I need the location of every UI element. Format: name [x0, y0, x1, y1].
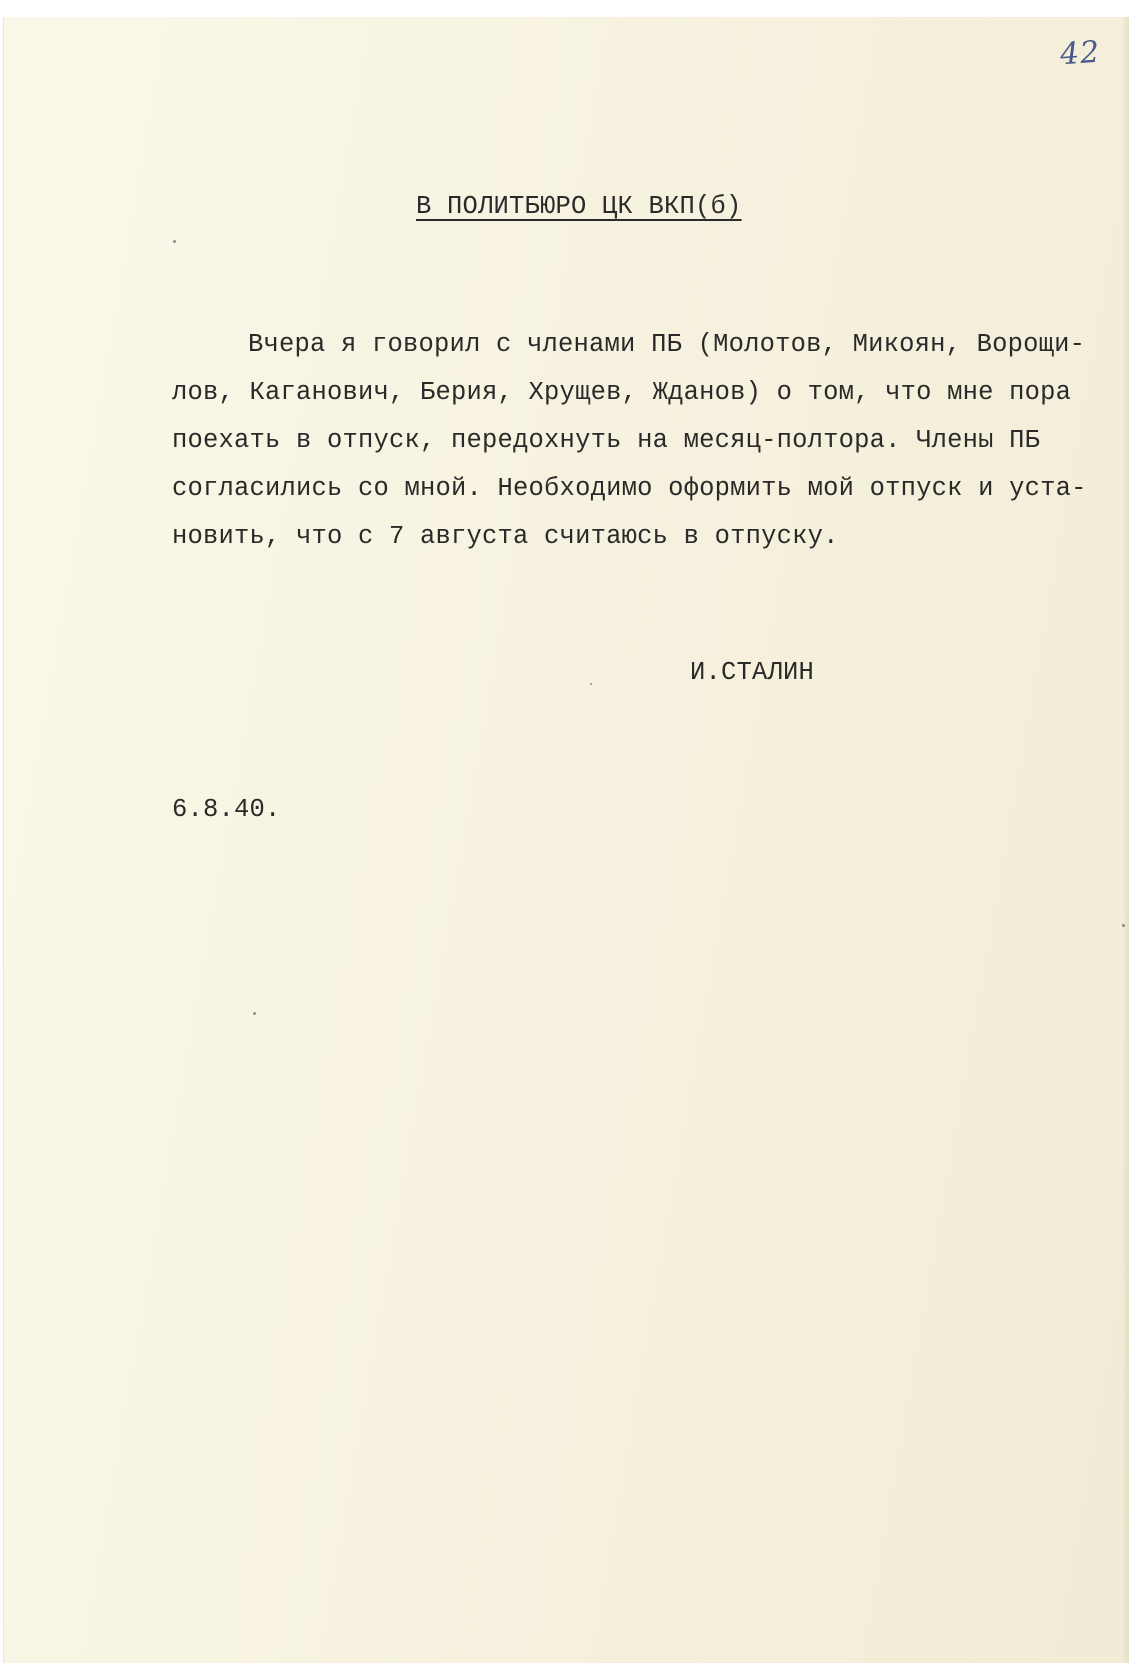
- paper-speck: [253, 1012, 256, 1015]
- paper-speck: [590, 683, 592, 685]
- body-line-5: новить, что с 7 августа считаюсь в отпуску.: [172, 522, 839, 551]
- body-line-4: согласились со мной. Необходимо оформить мой отпуск и уста-: [172, 474, 1087, 503]
- document-heading: В ПОЛИТБЮРО ЦК ВКП(б): [416, 192, 742, 221]
- sheet-shadow-edge: [1122, 17, 1128, 1663]
- archive-page-number: 42: [1058, 34, 1102, 73]
- signature: И.СТАЛИН: [690, 658, 815, 687]
- paper-speck: [1122, 924, 1125, 927]
- body-line-1: Вчера я говорил с членами ПБ (Молотов, Микоян, Ворощи-: [248, 330, 1086, 359]
- paper-speck: [173, 240, 176, 243]
- body-line-2: лов, Каганович, Берия, Хрущев, Жданов) о том, что мне пора: [172, 378, 1072, 407]
- document-date: 6.8.40.: [172, 795, 281, 824]
- body-line-3: поехать в отпуск, передохнуть на месяц-полтора. Члены ПБ: [172, 426, 1041, 455]
- paper-sheet: [4, 17, 1128, 1663]
